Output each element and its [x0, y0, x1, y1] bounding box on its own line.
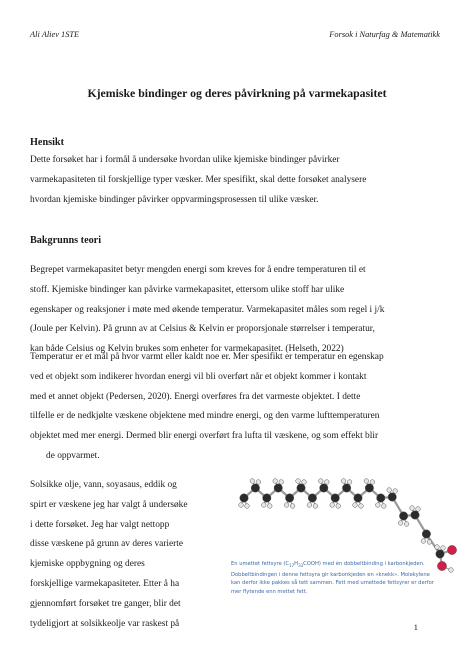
- text-line: kjemiske oppbygning og deres: [30, 559, 145, 570]
- carbon-atom: [399, 512, 407, 520]
- oxygen-atom: [447, 545, 456, 554]
- text-line: egenskaper og reaksjoner i møte med økende temperatur. Varmekapasitet måles som regel i j/k: [30, 304, 385, 315]
- hydrogen-atom: [296, 479, 301, 484]
- carbon-atom: [308, 494, 316, 502]
- caption-line: Dobbeltbindingen i denne fettsyra gir karbonkjeden en «knekk». Molekylene: [231, 571, 430, 578]
- hydrogen-atom: [404, 522, 409, 527]
- text-line: tydeligjort at solsikkeolje var raskest på: [30, 618, 180, 629]
- text-line: ved et objekt som indikerer hvordan energi vil bli overført når et objekt kommer i kontakt: [30, 371, 367, 382]
- paragraph-varmekapasitet: [30, 261, 442, 360]
- hydrogen-atom: [359, 504, 364, 509]
- hydrogen-atom: [398, 521, 403, 526]
- carbon-atom: [240, 494, 248, 502]
- hydrogen-atom: [256, 480, 261, 485]
- carbon-atom: [377, 494, 385, 502]
- heading-hensikt: Hensikt: [30, 137, 64, 148]
- hydrogen-atom: [325, 480, 330, 485]
- hydrogen-atom: [382, 504, 387, 509]
- carbon-atom: [411, 511, 419, 519]
- hydrogen-atom: [416, 507, 421, 512]
- text-line: Solsikke olje, vann, soyasaus, eddik og: [30, 480, 177, 490]
- hydrogen-atom: [370, 480, 375, 485]
- caption-line: mer flytende enn mettet fett.: [231, 588, 308, 595]
- molecule-bonds: [241, 481, 452, 570]
- figure-caption: [231, 560, 463, 596]
- text-line: tilfelle er de nedkjølte væskene objektene med mindre energi, og den varme lufttemperaturen: [30, 411, 380, 422]
- hydrogen-atom: [435, 545, 440, 550]
- hydrogen-atom: [376, 503, 381, 508]
- document-title: Kjemiske bindinger og deres påvirkning på varmekapasitet: [87, 86, 387, 100]
- text-line: spirt er væskene jeg har valgt å undersøke: [30, 499, 188, 510]
- hydrogen-atom: [250, 479, 255, 484]
- hydrogen-atom: [336, 504, 341, 509]
- text-line: Begrepet varmekapasitet betyr mengden energi som kreves for å endre temperaturen til et: [30, 265, 366, 275]
- carbon-atom: [342, 484, 350, 492]
- hydrogen-atom: [364, 479, 369, 484]
- carbon-atom: [331, 494, 339, 502]
- header-author: Ali Aliev 1STE: [30, 30, 80, 39]
- hydrogen-atom: [279, 480, 284, 485]
- hydrogen-atom: [307, 503, 312, 508]
- carbon-atom: [388, 493, 396, 501]
- carbon-atom: [274, 484, 282, 492]
- hydrogen-atom: [410, 506, 415, 511]
- text-line: forskjellige varmekapasiteter. Etter å ha: [30, 578, 180, 589]
- hydrogen-atom: [347, 480, 352, 485]
- hydrogen-atom: [302, 480, 307, 485]
- text-line: (Joule per Kelvin). På grunn av at Celsius & Kelvin er proporsjonale størrelser i temperatur,: [30, 324, 375, 335]
- hydrogen-atom: [239, 503, 244, 508]
- text-line: Dette forsøket har i formål å undersøke hvordan ulike kjemiske bindinger påvirker: [30, 155, 340, 165]
- hydrogen-atom: [319, 479, 324, 484]
- text-line: i dette forsøket. Jeg har valgt nettopp: [30, 519, 170, 530]
- hydrogen-atom: [268, 504, 273, 509]
- hydrogen-atom: [393, 489, 398, 494]
- text-line: varmekapasiteten til forskjellige typer væsker. Mer spesifikt, skal dette forsøket analysere: [30, 174, 367, 185]
- paragraph-hensikt: [30, 151, 442, 210]
- hydrogen-atom: [290, 504, 295, 509]
- carbon-atom: [251, 484, 259, 492]
- carbon-atom: [297, 484, 305, 492]
- paragraph-temperatur: [30, 348, 442, 467]
- hydrogen-atom: [421, 539, 426, 544]
- hydrogen-atom: [273, 479, 278, 484]
- header-course: Forsok i Naturfag & Matematikk: [329, 30, 440, 39]
- text-line: Temperatur er et mål på hvor varmt eller kaldt noe er. Mer spesifikt er temperatur en egenskap: [30, 352, 384, 362]
- hydrogen-atom: [284, 503, 289, 508]
- carbon-atom: [354, 494, 362, 502]
- hydrogen-atom: [245, 504, 250, 509]
- text-line: hvordan kjemiske bindinger påvirker oppvarmingsprosessen til ulike væsker.: [30, 194, 319, 205]
- caption-line: kan derfor ikke pakkes så tett sammen. Fett med umettede fettsyrer er derfor: [231, 580, 434, 587]
- hydrogen-atom: [330, 503, 335, 508]
- text-line: stoff. Kjemiske bindinger kan påvirke varmekapasitet, ettersom ulike stoff har ulike: [30, 284, 345, 295]
- text-line: med et annet objekt (Pedersen, 2020). Energi overføres fra det varmeste objektet. I dette: [30, 391, 361, 402]
- hydrogen-atom: [441, 546, 446, 551]
- paragraph-vaesker: [30, 476, 230, 634]
- carbon-atom: [436, 550, 444, 558]
- carbon-atom: [263, 494, 271, 502]
- hydrogen-atom: [427, 540, 432, 545]
- carbon-atom: [320, 484, 328, 492]
- text-line: disse væskene på grunn av deres varierte: [30, 539, 184, 550]
- hydrogen-atom: [341, 479, 346, 484]
- heading-bakgrunn: Bakgrunns teori: [30, 235, 102, 246]
- page-number: 1: [413, 622, 418, 632]
- text-line: objektet med mer energi. Dermed blir energi overført fra lufta til væskene, og som effekt blir: [30, 431, 379, 442]
- hydrogen-atom: [262, 503, 267, 508]
- text-line: gjennomført forsøket tre ganger, blir det: [30, 598, 181, 609]
- hydrogen-atom: [353, 503, 358, 508]
- carbon-atom: [285, 494, 293, 502]
- text-line: kan både Celsius og Kelvin brukes som enheter for varmekapasitet. (Helseth, 2022): [30, 344, 344, 355]
- hydrogen-atom: [387, 488, 392, 493]
- carbon-atom: [422, 530, 430, 538]
- hydrogen-atom: [313, 504, 318, 509]
- carbon-atom: [365, 484, 373, 492]
- text-line: de oppvarmet.: [46, 450, 100, 461]
- caption-line: En umettet fettsyre $(C_{17}H_{33}COOH)$ med én dobbeltbinding i karbonkjeden.: [231, 561, 425, 569]
